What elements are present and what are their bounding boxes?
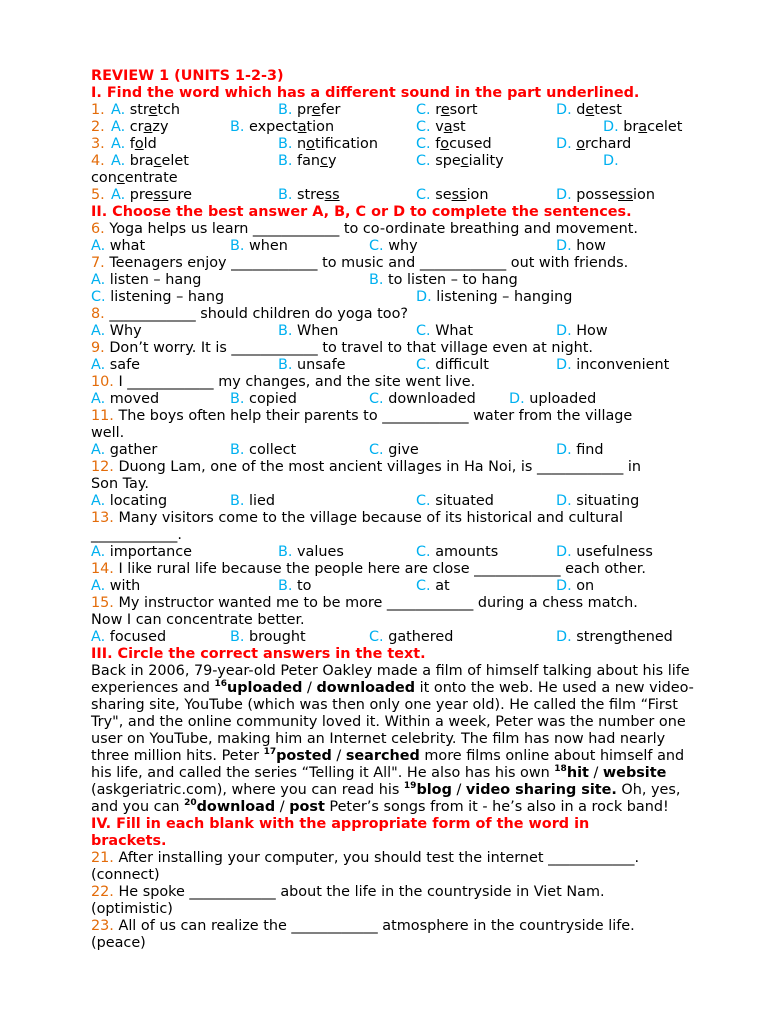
section-2-heading: II. Choose the best answer A, B, C or D to complete the sentences. (91, 204, 632, 220)
question-2 (91, 119, 701, 136)
page-title: REVIEW 1 (UNITS 1-2-3) (91, 68, 284, 84)
question-number: 5. (91, 187, 105, 203)
options-13: A. importance B. values C. amounts D. usefulness (91, 544, 653, 560)
question-number: 3. (91, 136, 105, 152)
question-12-cont: Son Tay. (91, 476, 149, 492)
options-10: A. moved B. copied C. downloaded D. uploaded (91, 391, 597, 407)
question-10: 10. I ____________ my changes, and the site went live. (91, 374, 476, 390)
option-b: B. fancy (278, 153, 337, 169)
options-14: A. with B. to C. at D. on (91, 578, 595, 594)
option-d: D. (603, 153, 619, 169)
question-22: 22. He spoke ____________ about the life in the countryside in Viet Nam. (91, 884, 605, 900)
option-a: A. crazy (111, 119, 169, 135)
options-8: A. Why B. When C. What D. How (91, 323, 608, 339)
question-number: 4. (91, 153, 105, 169)
reading-passage: Back in 2006, 79-year-old Peter Oakley made a film of himself talking about his life experiences and $^{16}$uploaded / downloaded it onto the web. He used a new video-sharing site, YouTube (which was then only one year old). He called the film “First Try", and the online community loved it. Within a week, Peter was the number one user on YouTube, making him an Internet celebrity. The film has now had nearly three million hits. Peter $^{17}$posted / searched more films online about himself and his life, and called the series “Telling it All". He also has his own $^{18}$hit / website (askgeriatric.com), where you can read his $^{19}$blog / video sharing site. Oh, yes, and you can $^{20}$download / post Peter’s songs from it - he’s also in a rock band! (91, 663, 694, 815)
option-d: D. bracelet (603, 119, 683, 135)
question-7: 7. Teenagers enjoy ____________ to music and ____________ out with friends. (91, 255, 629, 271)
question-13: 13. Many visitors come to the village because of its historical and cultural (91, 510, 624, 526)
option-d: D. detest (556, 102, 622, 118)
question-23-hint: (peace) (91, 935, 146, 951)
option-c: C. vast (416, 119, 466, 135)
question-number: 1. (91, 102, 105, 118)
option-d: D. orchard (556, 136, 632, 152)
worksheet (91, 68, 701, 952)
options-6: A. what B. when C. why D. how (91, 238, 606, 254)
option-a: A. bracelet (111, 153, 189, 169)
question-8: 8. ____________ should children do yoga too? (91, 306, 409, 322)
options-7b: C. listening – hang D. listening – hanging (91, 289, 573, 305)
section-4-heading: IV. Fill in each blank with the appropriate form of the word in brackets. (91, 816, 590, 849)
options-15: A. focused B. brought C. gathered D. strengthened (91, 629, 673, 645)
option-a: A. fold (111, 136, 157, 152)
options-11: A. gather B. collect C. give D. find (91, 442, 604, 458)
question-12: 12. Duong Lam, one of the most ancient villages in Ha Noi, is ____________ in (91, 459, 641, 475)
options-7a: A. listen – hang B. to listen – to hang (91, 272, 518, 288)
option-c: C. resort (416, 102, 478, 118)
options-12: A. locating B. lied C. situated D. situating (91, 493, 640, 509)
option-b: B. notification (278, 136, 378, 152)
option-d: D. possession (556, 187, 655, 203)
question-1 (91, 102, 701, 119)
option-b: B. prefer (278, 102, 341, 118)
question-6: 6. Yoga helps us learn ____________ to co-ordinate breathing and movement. (91, 221, 638, 237)
question-4 (91, 153, 701, 170)
question-15-cont: Now I can concentrate better. (91, 612, 305, 628)
option-c: C. focused (416, 136, 492, 152)
question-21: 21. After installing your computer, you should test the internet ____________. (91, 850, 640, 866)
section-1-questions (91, 102, 701, 204)
option-a: A. pressure (111, 187, 192, 203)
section-1-heading: I. Find the word which has a different sound in the part underlined. (91, 85, 640, 101)
options-9: A. safe B. unsafe C. difficult D. inconvenient (91, 357, 670, 373)
question-21-hint: (connect) (91, 867, 160, 883)
option-b: B. expectation (230, 119, 335, 135)
question-number: 2. (91, 119, 105, 135)
section-3-heading: III. Circle the correct answers in the text. (91, 646, 426, 662)
option-b: B. stress (278, 187, 340, 203)
question-11-cont: well. (91, 425, 125, 441)
question-15: 15. My instructor wanted me to be more ____________ during a chess match. (91, 595, 638, 611)
question-14: 14. I like rural life because the people here are close ____________ each other. (91, 561, 646, 577)
option-c: C. speciality (416, 153, 504, 169)
question-4-option-d-cont: concentrate (91, 170, 178, 186)
question-3 (91, 136, 701, 153)
question-5 (91, 187, 701, 204)
question-13-cont: ____________. (91, 527, 182, 543)
option-c: C. session (416, 187, 489, 203)
option-a: A. stretch (111, 102, 181, 118)
question-9: 9. Don’t worry. It is ____________ to travel to that village even at night. (91, 340, 593, 356)
question-23: 23. All of us can realize the ____________ atmosphere in the countryside life. (91, 918, 635, 934)
question-11: 11. The boys often help their parents to ____________ water from the village (91, 408, 633, 424)
question-22-hint: (optimistic) (91, 901, 173, 917)
